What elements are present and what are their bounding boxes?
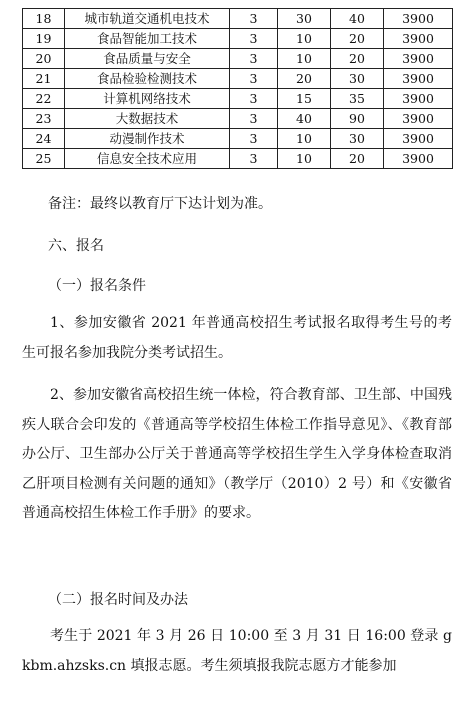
table-cell: 3 (230, 129, 278, 149)
table-cell: 信息安全技术应用 (65, 149, 230, 169)
table-cell: 22 (23, 89, 65, 109)
table-row (23, 149, 453, 169)
table-cell: 3900 (384, 89, 453, 109)
table-cell: 20 (331, 49, 384, 69)
subsection-heading-conditions: （一）报名条件 (48, 278, 146, 294)
table-cell: 24 (23, 129, 65, 149)
table-cell: 10 (278, 49, 331, 69)
subsection-heading-time-method: （二）报名时间及办法 (48, 592, 188, 608)
table-cell: 30 (331, 69, 384, 89)
section-heading-registration: 六、报名 (48, 238, 104, 254)
table-cell: 23 (23, 109, 65, 129)
table-cell: 40 (331, 9, 384, 29)
table-cell: 食品智能加工技术 (65, 29, 230, 49)
note-text: 备注：最终以教育厅下达计划为准。 (48, 196, 272, 212)
table-cell: 90 (331, 109, 384, 129)
table-cell: 食品检验检测技术 (65, 69, 230, 89)
table-cell: 20 (331, 29, 384, 49)
table-cell: 3900 (384, 109, 453, 129)
table-cell: 3900 (384, 129, 453, 149)
table-row (23, 29, 453, 49)
table-cell: 3 (230, 69, 278, 89)
table-cell: 25 (23, 149, 65, 169)
table-cell: 3 (230, 109, 278, 129)
table-cell: 3 (230, 9, 278, 29)
table-cell: 城市轨道交通机电技术 (65, 9, 230, 29)
table-cell: 3 (230, 89, 278, 109)
table-cell: 3900 (384, 69, 453, 89)
condition-item-1: 1、参加安徽省 2021 年普通高校招生考试报名取得考生号的考生可报名参加我院分类考试招生。 (22, 315, 452, 361)
table-cell: 3900 (384, 49, 453, 69)
table-cell: 食品质量与安全 (65, 49, 230, 69)
registration-time-text: 考生于 2021 年 3 月 26 日 10:00 至 3 月 31 日 16:00 登录 gkbm.ahzsks.cn 填报志愿。考生须填报我院志愿方才能参加 (22, 628, 452, 674)
table-cell: 3 (230, 149, 278, 169)
table-cell: 10 (278, 129, 331, 149)
table-cell: 20 (331, 149, 384, 169)
table-cell: 10 (278, 29, 331, 49)
table-cell: 30 (278, 9, 331, 29)
table-cell: 计算机网络技术 (65, 89, 230, 109)
table-row (23, 89, 453, 109)
condition-item-2: 2、参加安徽省高校招生统一体检，符合教育部、卫生部、中国残疾人联合会印发的《普通高等学校招生体检工作指导意见》、《教育部办公厅、卫生部办公厅关于普通高等学校招生学生入学身体检查取消乙肝项目检测有关问题的通知》（教学厅（2010）2 号）和《安徽省普通高校招生体检工作手册》的要求。 (22, 387, 452, 521)
enrollment-plan-table (22, 8, 453, 169)
table-cell: 18 (23, 9, 65, 29)
table-cell: 10 (278, 149, 331, 169)
table-cell: 3 (230, 49, 278, 69)
table-cell: 35 (331, 89, 384, 109)
table-row (23, 69, 453, 89)
table-cell: 21 (23, 69, 65, 89)
table-row (23, 9, 453, 29)
table-row (23, 129, 453, 149)
table-cell: 3900 (384, 29, 453, 49)
table-cell: 20 (278, 69, 331, 89)
table-cell: 30 (331, 129, 384, 149)
table-cell: 20 (23, 49, 65, 69)
table-cell: 19 (23, 29, 65, 49)
table-cell: 40 (278, 109, 331, 129)
table-cell: 15 (278, 89, 331, 109)
table-row (23, 49, 453, 69)
table-cell: 动漫制作技术 (65, 129, 230, 149)
table-cell: 3900 (384, 149, 453, 169)
table-body (23, 9, 453, 169)
table-cell: 3900 (384, 9, 453, 29)
table-cell: 3 (230, 29, 278, 49)
table-row (23, 109, 453, 129)
table-cell: 大数据技术 (65, 109, 230, 129)
